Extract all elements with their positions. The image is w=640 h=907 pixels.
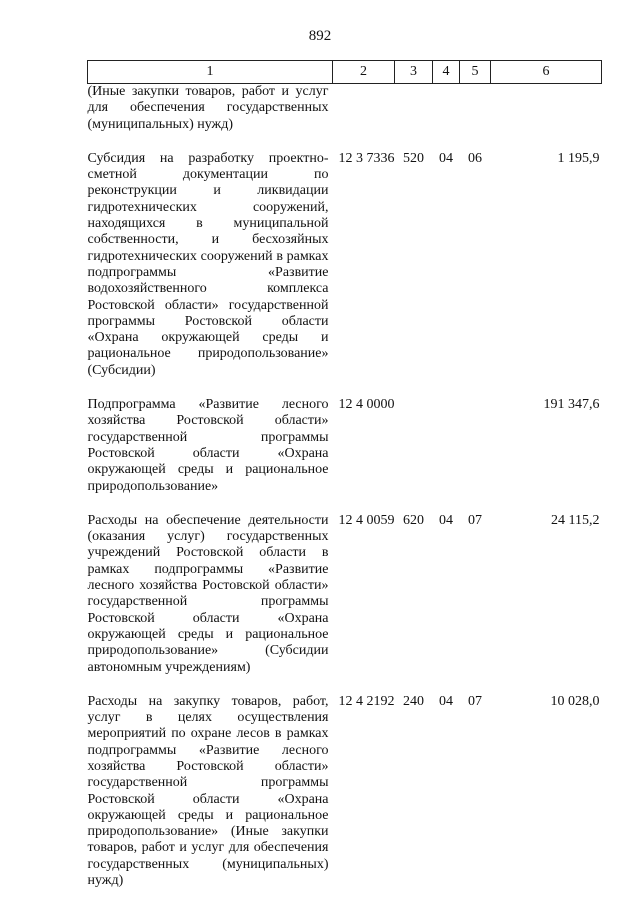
row-pr — [460, 397, 491, 513]
table-row — [88, 694, 602, 907]
header-col-pr: 5 — [460, 61, 491, 84]
row-name: Расходы на закупку товаров, работ, услуг в целях осуществления мероприятий по охране лесов в рамках подпрограммы «Развитие лесного хозяйства Ростовской области» государственной программы Ростовской области «Охрана окружающей среды и рациональное природопользование» (Иные закупки товаров, работ и услуг для обеспечения государственных (муниципальных) нужд) — [87, 693, 329, 889]
row-csr: 12 4 0000 — [338, 397, 395, 413]
table-row — [88, 513, 602, 694]
row-amount: 24 115,2 — [551, 512, 600, 528]
table-row — [88, 397, 602, 513]
row-rz: 04 — [439, 150, 453, 166]
row-name: Подпрограмма «Развитие лесного хозяйства Ростовской области» государственной программы Ростовской области «Охрана окружающей среды и рациональное природопользование» — [87, 397, 329, 494]
table-header-row — [88, 61, 602, 84]
page-number: 892 — [308, 28, 332, 44]
table-row — [88, 151, 602, 397]
row-pr: 07 — [468, 512, 482, 528]
row-vr: 520 — [403, 150, 424, 166]
row-vr: 240 — [403, 693, 424, 709]
row-pr — [460, 84, 491, 151]
row-csr: 12 3 7336 — [338, 150, 395, 166]
row-csr: 12 4 0059 — [338, 512, 395, 528]
row-amount: 1 195,9 — [557, 150, 600, 166]
row-name: Субсидия на разработку проектно-сметной документации по реконструкции и ликвидации гидротехнических сооружений, находящихся в муниципальной собственности, и бесхозяйных гидротехнических сооружений в рамках подпрограммы «Развитие водохозяйственного комплекса Ростовской области» государственной программы Ростовской области «Охрана окружающей среды и рациональное природопользование» (Субсидии) — [87, 150, 329, 378]
budget-table — [87, 60, 602, 907]
row-amount: 10 028,0 — [550, 693, 600, 709]
row-name: Расходы на обеспечение деятельности (оказания услуг) государственных учреждений Ростовской области в рамках подпрограммы «Развитие лесного хозяйства Ростовской области» государственной программы Ростовской области «Охрана окружающей среды и рациональное природопользование» (Субсидии автономным учреждениям) — [87, 512, 329, 675]
row-rz: 04 — [439, 693, 453, 709]
row-csr: 12 4 2192 — [338, 693, 395, 709]
header-col-vr: 3 — [395, 61, 433, 84]
row-rz — [433, 84, 460, 151]
row-name: (Иные закупки товаров, работ и услуг для обеспечения государственных (муниципальных) нужд) — [87, 84, 329, 132]
row-amount: 191 347,6 — [543, 397, 600, 413]
row-vr: 620 — [403, 512, 424, 528]
header-col-name: 1 — [88, 61, 333, 84]
row-pr: 06 — [468, 150, 482, 166]
row-amount — [491, 84, 602, 151]
header-col-csr: 2 — [333, 61, 395, 84]
table-row — [88, 84, 602, 151]
header-col-rz: 4 — [433, 61, 460, 84]
row-vr — [395, 84, 433, 151]
row-rz: 04 — [439, 512, 453, 528]
row-vr — [395, 397, 433, 513]
row-csr — [333, 84, 395, 151]
row-rz — [433, 397, 460, 513]
row-pr: 07 — [468, 693, 482, 709]
header-col-amount: 6 — [491, 61, 602, 84]
